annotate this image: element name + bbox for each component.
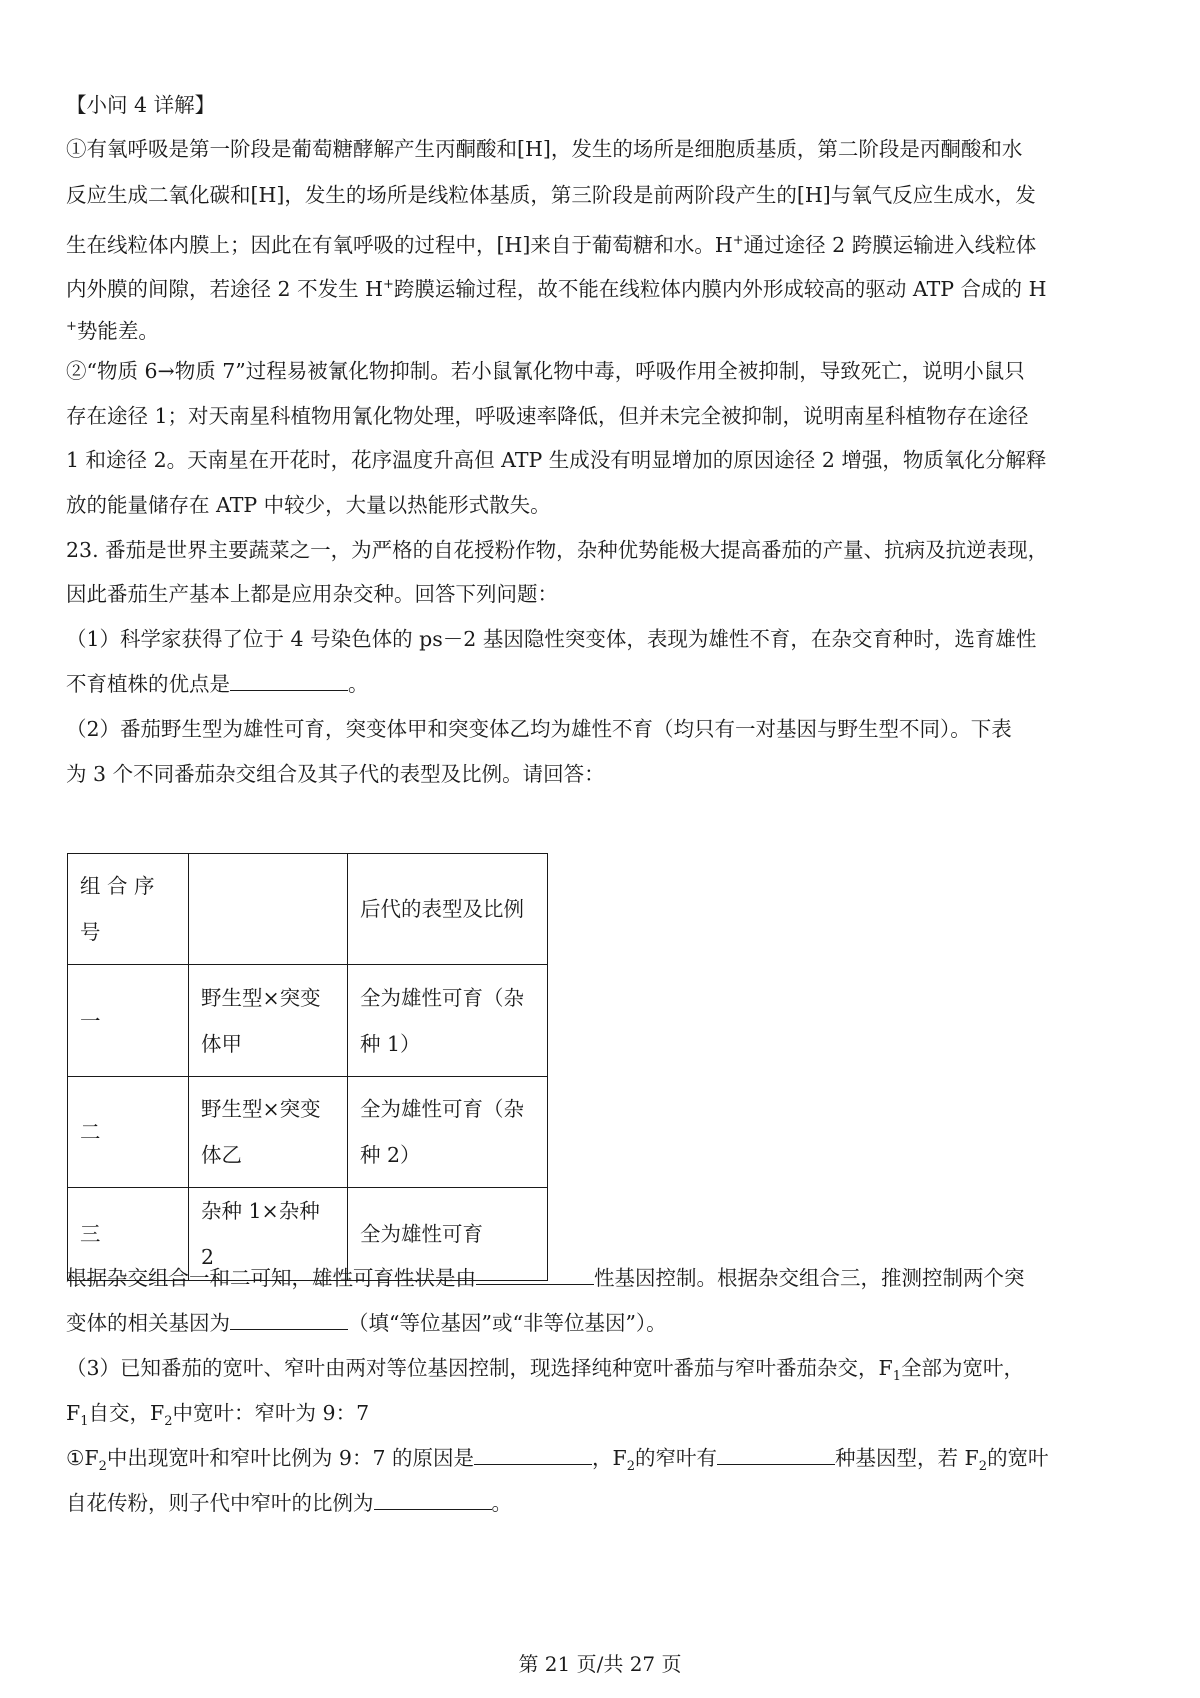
answer-blank[interactable] bbox=[474, 1442, 592, 1465]
paragraph-line: 生在线粒体内膜上；因此在有氧呼吸的过程中，[H]来自于葡萄糖和水。H+通过途径 2 跨膜运输进入线粒体 bbox=[66, 232, 1037, 257]
answer-blank[interactable] bbox=[374, 1487, 492, 1510]
table-cell: 全为雄性可育（杂 种 1） bbox=[348, 965, 548, 1077]
paragraph-line: 存在途径 1；对天南星科植物用氰化物处理，呼吸速率降低，但并未完全被抑制，说明南星科植物存在途径 bbox=[66, 404, 1029, 428]
question-part-2: 为 3 个不同番茄杂交组合及其子代的表型及比例。请回答： bbox=[66, 762, 605, 786]
table-cell: 后代的表型及比例 bbox=[348, 854, 548, 965]
paragraph-line: ①有氧呼吸是第一阶段是葡萄糖酵解产生丙酮酸和[H]，发生的场所是细胞质基质，第二阶段是丙酮酸和水 bbox=[66, 137, 1023, 161]
table-cell: 三 bbox=[68, 1188, 189, 1281]
question-part-3-sub: 自花传粉，则子代中窄叶的比例为 。 bbox=[66, 1487, 1126, 1519]
table-cell: 野生型×突变 体乙 bbox=[189, 1077, 348, 1188]
table-cell: 二 bbox=[68, 1077, 189, 1188]
question-part-2-answer: 根据杂交组合一和二可知，雄性可育性状是由 性基因控制。根据杂交组合三，推测控制两个突 bbox=[66, 1262, 1126, 1294]
table-cell: 一 bbox=[68, 965, 189, 1077]
table-cell: 组 合 序 号 bbox=[68, 854, 189, 965]
question-part-1: （1）科学家获得了位于 4 号染色体的 ps－2 基因隐性突变体，表现为雄性不育，在杂交育种时，选育雄性 bbox=[66, 627, 1037, 651]
question-part-1: 不育植株的优点是 。 bbox=[66, 668, 1126, 700]
table-cell: 全为雄性可育（杂 种 2） bbox=[348, 1077, 548, 1188]
page-number: 第 21 页/共 27 页 bbox=[518, 1652, 682, 1676]
question-part-3-sub: $①F_2$中出现宽叶和窄叶比例为 9：7 的原因是 ，$F_2$的窄叶有 种基因型，若 $F_2$的宽叶 bbox=[66, 1442, 1126, 1483]
paragraph-line: 1 和途径 2。天南星在开花时，花序温度升高但 ATP 生成没有明显增加的原因途径 2 增强，物质氧化分解释 bbox=[66, 448, 1047, 472]
table-row bbox=[68, 854, 548, 965]
question-part-3: $F_1$自交，$F_2$中宽叶：窄叶为 9：7 bbox=[66, 1401, 370, 1430]
table-cell: 野生型×突变 体甲 bbox=[189, 965, 348, 1077]
table-cell bbox=[189, 854, 348, 965]
answer-blank[interactable] bbox=[230, 1307, 348, 1330]
question-23-intro: 23. 番茄是世界主要蔬菜之一，为严格的自花授粉作物，杂种优势能极大提高番茄的产量、抗病及抗逆表现， bbox=[66, 538, 1049, 562]
answer-blank[interactable] bbox=[717, 1442, 835, 1465]
question-23-intro: 因此番茄生产基本上都是应用杂交种。回答下列问题： bbox=[66, 582, 558, 606]
paragraph-line: ②“物质 6→物质 7”过程易被氰化物抑制。若小鼠氰化物中毒，呼吸作用全被抑制，导致死亡，说明小鼠只 bbox=[66, 359, 1025, 383]
question-part-3: （3）已知番茄的宽叶、窄叶由两对等位基因控制，现选择纯种宽叶番茄与窄叶番茄杂交，$F_1$全部为宽叶， bbox=[66, 1356, 1025, 1385]
table-cell: 杂种 1×杂种 2 bbox=[189, 1188, 348, 1281]
paragraph-line: 放的能量储存在 ATP 中较少，大量以热能形式散失。 bbox=[66, 493, 551, 517]
answer-blank[interactable] bbox=[476, 1262, 594, 1285]
paragraph-line: +势能差。 bbox=[66, 318, 159, 343]
paragraph-line: 内外膜的间隙，若途径 2 不发生 H+跨膜运输过程，故不能在线粒体内膜内外形成较高的驱动 ATP 合成的 H bbox=[66, 276, 1047, 301]
table-cell: 全为雄性可育 bbox=[348, 1188, 548, 1281]
answer-blank[interactable] bbox=[230, 668, 348, 691]
question-part-2: （2）番茄野生型为雄性可育，突变体甲和突变体乙均为雄性不育（均只有一对基因与野生型不同）。下表 bbox=[66, 717, 1012, 741]
paragraph-line: 反应生成二氧化碳和[H]，发生的场所是线粒体基质，第三阶段是前两阶段产生的[H]与氧气反应生成水，发 bbox=[66, 183, 1036, 207]
section-heading: 【小问 4 详解】 bbox=[66, 93, 216, 117]
question-part-2-answer: 变体的相关基因为 （填“等位基因”或“非等位基因”）。 bbox=[66, 1307, 1126, 1339]
table-row bbox=[68, 1077, 548, 1188]
cross-results-table bbox=[67, 853, 548, 1281]
table-row bbox=[68, 965, 548, 1077]
